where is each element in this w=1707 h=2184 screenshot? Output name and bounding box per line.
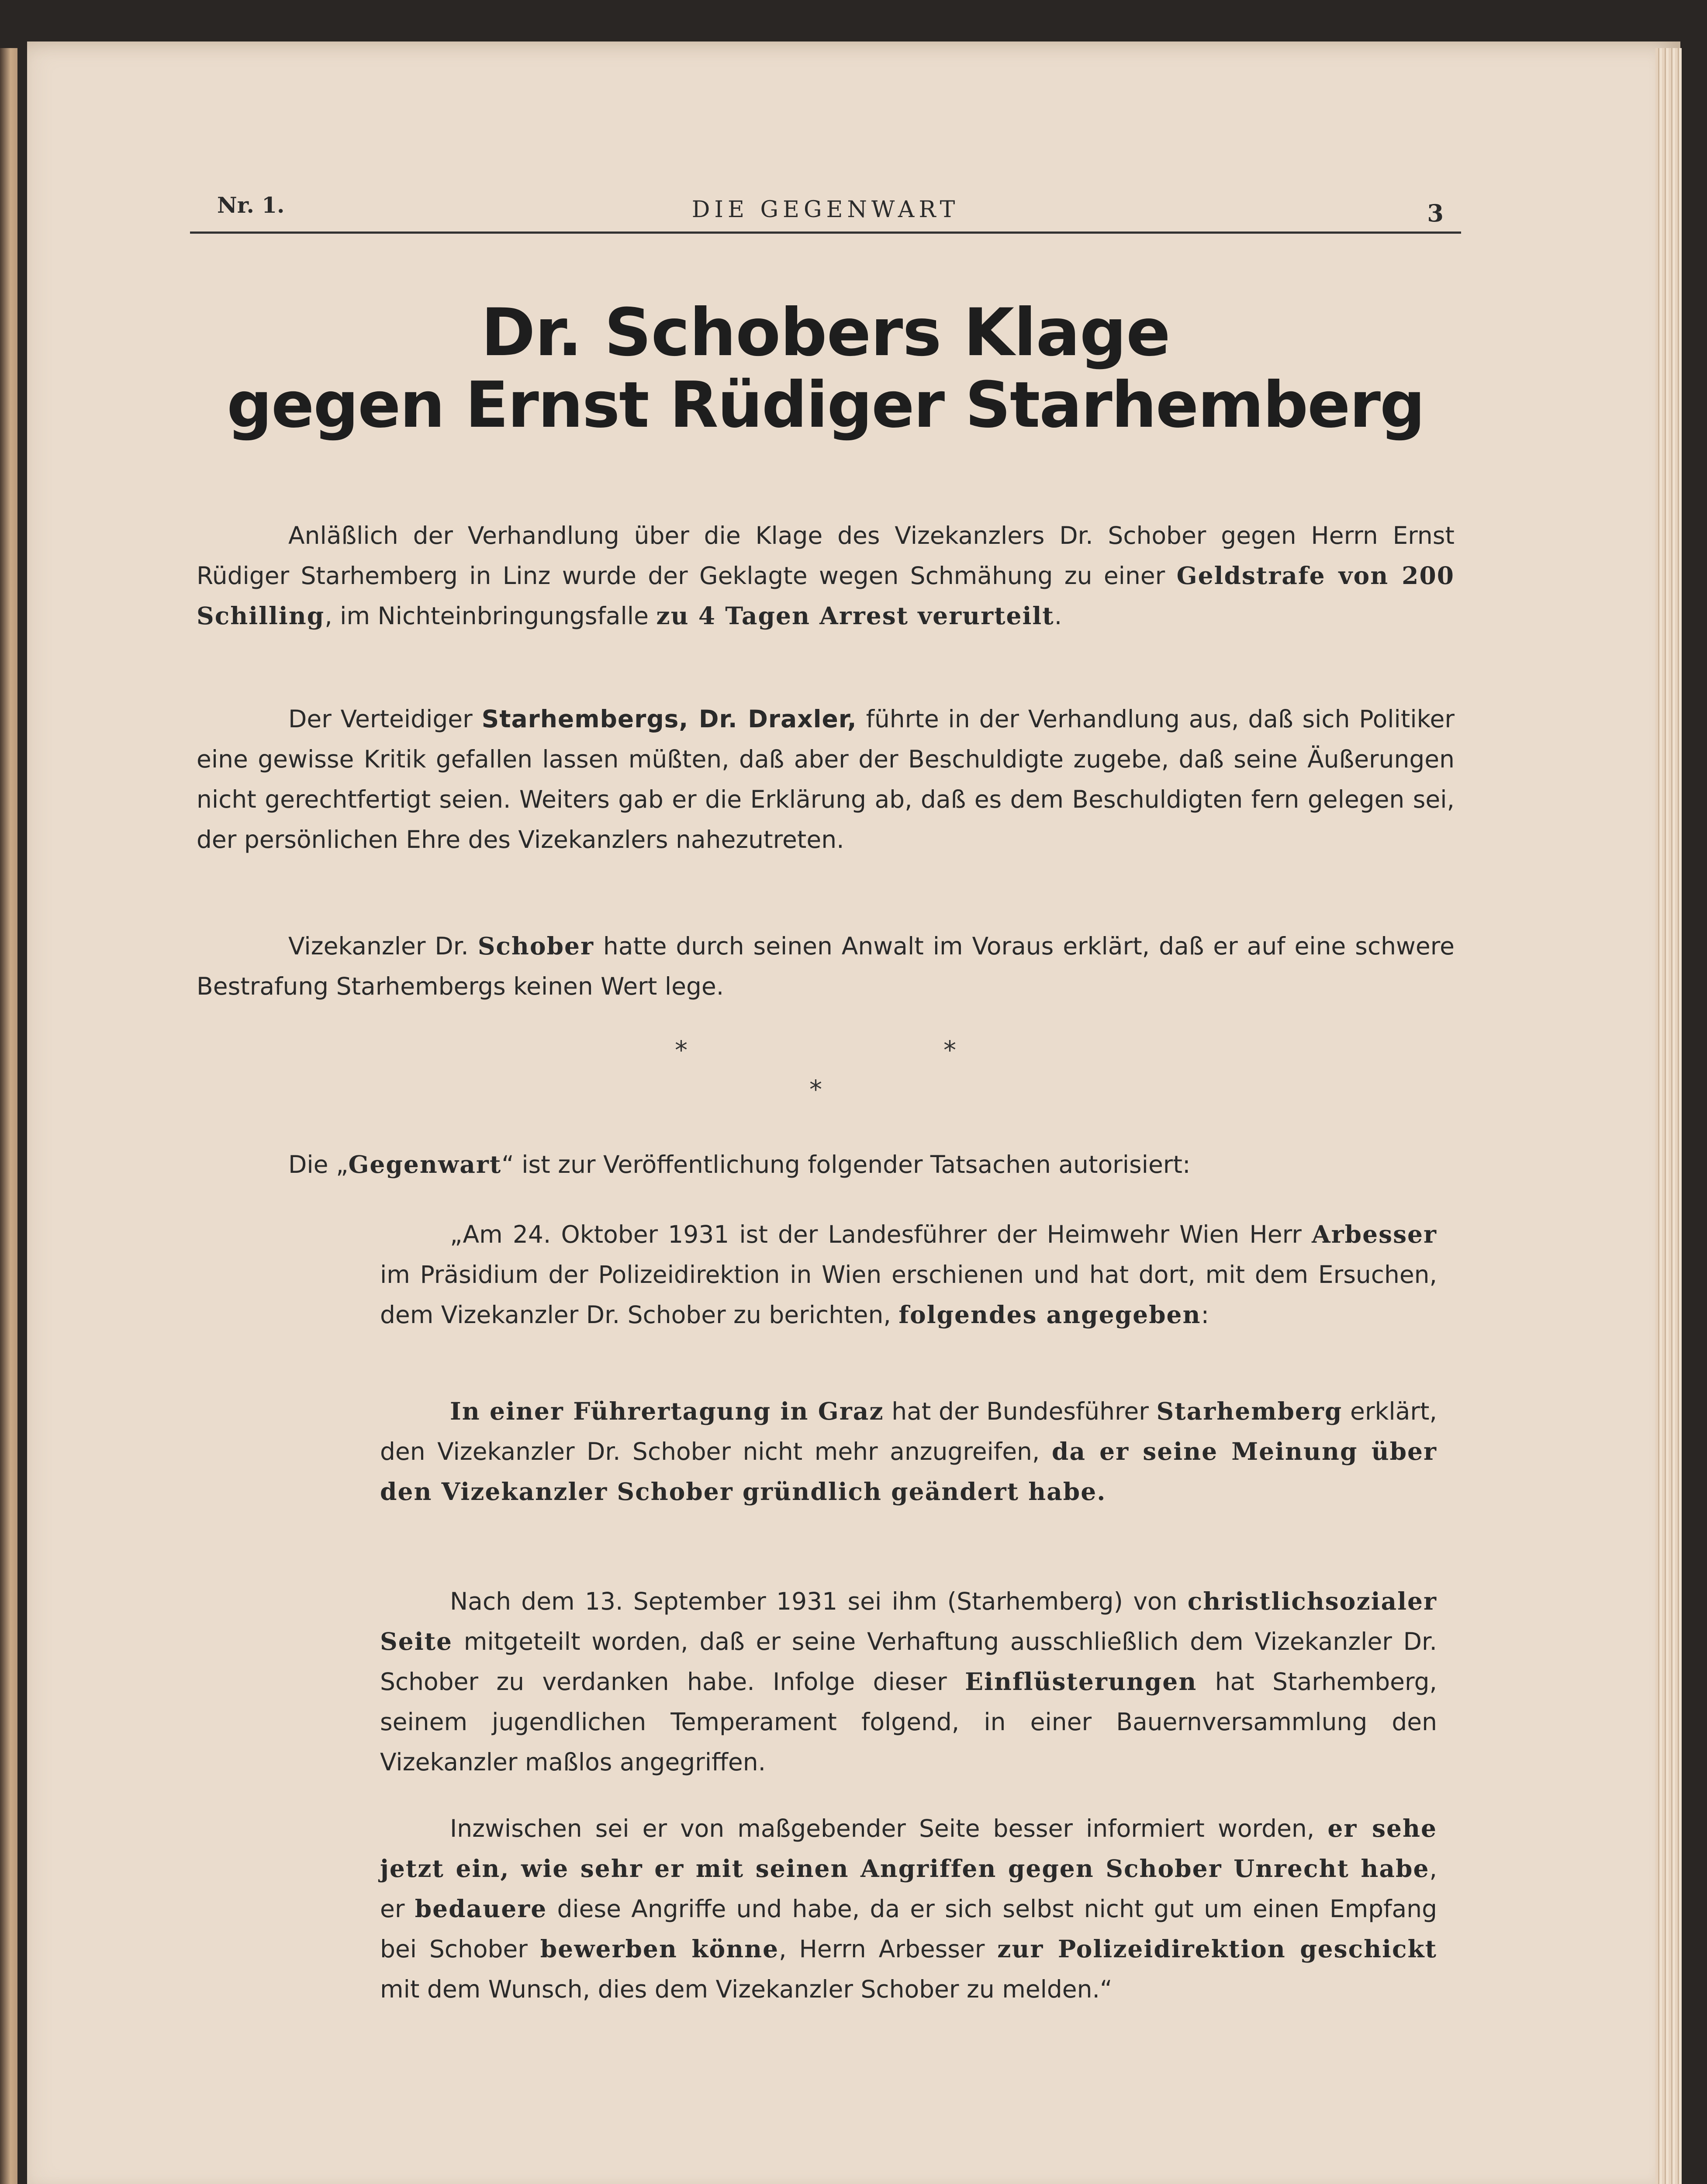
bold-run: christlichsozialer Seite — [380, 1587, 1437, 1655]
issue-number: Nr. 1. — [217, 192, 285, 218]
bold-run: er sehe jetzt ein, wie sehr er mit seinen Angriffen gegen Schober Unrecht habe — [380, 1814, 1437, 1883]
adjacent-page-edge — [0, 48, 17, 2184]
bold-run: bewerben könne — [540, 1935, 779, 1963]
publication-title: DIE GEGENWART — [691, 197, 960, 223]
bold-run: Geldstrafe von 200 Schilling — [197, 561, 1455, 630]
headline-line-2: gegen Ernst Rüdiger Starhemberg — [227, 368, 1424, 442]
bold-run: Schober — [477, 932, 594, 960]
quote-paragraph-2 — [380, 1391, 1437, 1512]
text-run: , er — [380, 1855, 1437, 1923]
bold-run: Starhemberg — [1156, 1397, 1343, 1425]
bold-run: bedauere — [415, 1894, 547, 1923]
running-header — [190, 192, 1461, 234]
text-run: hatte durch seinen Anwalt im Voraus erklärt, daß er auf eine schwere Bestrafung Starhembergs keinen Wert lege. — [197, 932, 1455, 1000]
text-run: Der Verteidiger — [288, 705, 482, 733]
text-run: . — [1054, 602, 1062, 630]
text-run: hat Starhemberg, seinem jugendlichen Temperament folgend, in einer Bauernversammlung den Vizekanzler maßlos angegriffen. — [380, 1668, 1437, 1776]
paragraph-defense — [197, 699, 1455, 860]
text-run: Die „ — [288, 1151, 349, 1178]
text-run: mit dem Wunsch, dies dem Vizekanzler Schober zu melden.“ — [380, 1975, 1113, 2003]
headline-line-1: Dr. Schobers Klage — [481, 295, 1170, 371]
text-run: Inzwischen sei er von maßgebender Seite besser informiert worden, — [450, 1814, 1328, 1842]
bold-run: da er seine Meinung über den Vizekanzler Schober gründlich geändert habe. — [380, 1437, 1437, 1506]
quote-paragraph-4 — [380, 1808, 1437, 2009]
bold-run: Starhembergs, Dr. Draxler, — [481, 705, 857, 733]
bold-run: Arbesser — [1312, 1220, 1437, 1248]
page-number: 3 — [1427, 199, 1444, 227]
bold-run: zur Polizeidirektion geschickt — [997, 1935, 1437, 1963]
separator-asterisk-left: * — [675, 1035, 688, 1065]
text-run: hat der Bundesführer — [884, 1397, 1157, 1425]
bold-run: Gegenwart — [348, 1150, 502, 1178]
text-run: führte in der Verhandlung aus, daß sich Politiker eine gewisse Kritik gefallen lassen müßten, daß aber der Beschuldigte zugebe, daß seine Äußerungen nicht gerechtfertigt seien. Weiters gab er die Erklärung ab, daß es dem Beschuldigten fern gelegen sei, der persönlichen Ehre des Vizekanzlers nahezutreten. — [197, 705, 1455, 854]
text-run: “ ist zur Veröffentlichung folgender Tatsachen autorisiert: — [501, 1151, 1191, 1178]
text-run: , Herrn Arbesser — [779, 1935, 998, 1963]
bold-run: Einflüsterungen — [965, 1667, 1197, 1696]
text-run: Vizekanzler Dr. — [288, 932, 478, 960]
text-run: im Präsidium der Polizeidirektion in Wien erschienen und hat dort, mit dem Ersuchen, dem Vizekanzler Dr. Schober zu berichten, — [380, 1261, 1437, 1329]
bold-run: In einer Führertagung in Graz — [450, 1397, 884, 1425]
bold-run: zu 4 Tagen Arrest verurteilt — [656, 601, 1054, 630]
quote-paragraph-3 — [380, 1581, 1437, 1782]
quote-paragraph-1 — [380, 1214, 1437, 1335]
separator-asterisk-right: * — [943, 1035, 956, 1065]
text-run: mitgeteilt worden, daß er seine Verhaftung ausschließlich dem Vizekanzler Dr. Schober zu verdanken habe. Infolge dieser — [380, 1628, 1437, 1696]
text-run: diese Angriffe und habe, da er sich selbst nicht gut um einen Empfang bei Schober — [380, 1895, 1437, 1963]
paragraph-authorization — [197, 1144, 1455, 1185]
text-run: : — [1201, 1301, 1209, 1329]
text-run: „Am 24. Oktober 1931 ist der Landesführer der Heimwehr Wien Herr — [450, 1220, 1312, 1248]
text-run: , im Nichteinbringungsfalle — [325, 602, 657, 630]
bold-run: folgendes angegeben — [898, 1300, 1201, 1329]
text-run: Anläßlich der Verhandlung über die Klage des Vizekanzlers Dr. Schober gegen Herrn Ernst Rüdiger Starhemberg in Linz wurde der Geklagte wegen Schmähung zu einer — [197, 522, 1455, 590]
paragraph-schober-statement — [197, 926, 1455, 1006]
paragraph-verdict — [197, 515, 1455, 636]
text-run: Nach dem 13. September 1931 sei ihm (Starhemberg) von — [450, 1587, 1188, 1615]
page-stack-edge — [1655, 48, 1682, 2184]
separator-asterisk-center: * — [809, 1075, 822, 1104]
article-headline — [192, 297, 1459, 441]
text-run: erklärt, den Vizekanzler Dr. Schober nicht mehr anzugreifen, — [380, 1397, 1437, 1465]
